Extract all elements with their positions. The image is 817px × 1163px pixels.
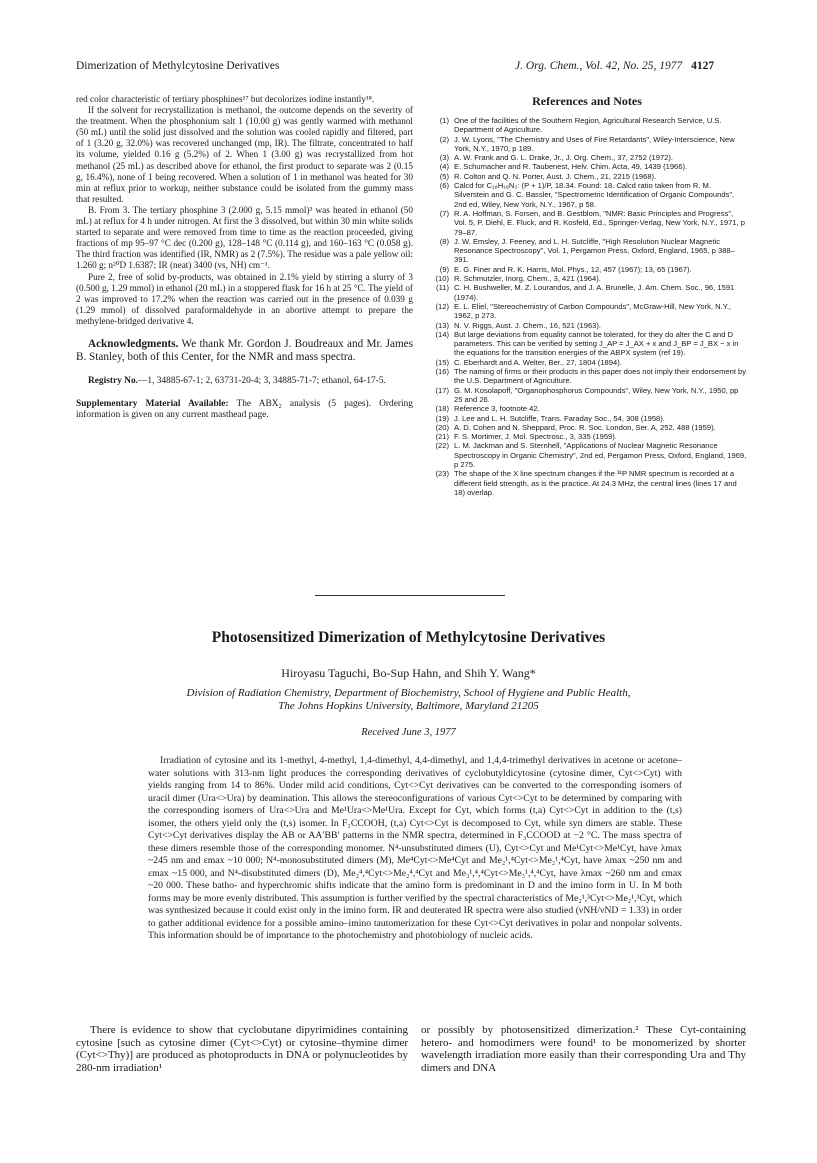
- references-title: References and Notes: [532, 94, 642, 108]
- reference-item: [427, 302, 747, 321]
- reference-text: R. Colton and Q. N. Porter, Aust. J. Chem., 21, 2215 (1968).: [454, 171, 657, 181]
- paragraph: Pure 2, free of solid by-products, was obtained in 2.1% yield by stirring a slurry of 3 (0.500 g, 1.29 mmol) in ethanol (20 mL) in a stoppered flask for 16 h at 25 °C. The yield of 2 was improved to 17.2% when the reaction was carried out in the presence of 0.039 g (1.29 mmol) of dissolved paraformaldehyde in an abortive attempt to prepare the methylene-bridged derivative 4.: [76, 271, 413, 326]
- reference-number: (11): [436, 283, 449, 293]
- ack-text: We thank Mr. Gordon J. Boudreaux and Mr. James B. Stanley, both of this Center, for the NMR and mass spectra.: [76, 337, 413, 364]
- reference-text: Calcd for C₁₈H₁₈N₂: (P + 1)/P, 18.34. Found: 18. Calcd ratio taken from R. M. Silverstein and G. C. Bassler, "Spectrometric Identification of Organic Compounds", 2nd ed, Wiley, New York, N.Y., 1967, p 58.: [454, 181, 735, 209]
- reference-item: [427, 162, 747, 171]
- reference-text: E. G. Finer and R. K. Harris, Mol. Phys., 12, 457 (1967); 13, 65 (1967).: [454, 264, 692, 274]
- reference-item: [427, 283, 747, 302]
- reference-item: [427, 423, 747, 432]
- article-title: Photosensitized Dimerization of Methylcytosine Derivatives: [211, 629, 606, 646]
- reference-item: [427, 116, 747, 135]
- ack-label: Acknowledgments.: [88, 337, 179, 350]
- reference-item: [427, 153, 747, 162]
- reference-number: (5): [439, 171, 449, 181]
- reference-text: E. L. Eliel, "Stereochemistry of Carbon Compounds", McGraw-Hill, New York, N.Y., 1962, p 273.: [454, 301, 732, 321]
- reference-text: J. W. Emsley, J. Feeney, and L. H. Sutcliffe, "High Resolution Nuclear Magnetic Resonance Spectroscopy", Vol. 1, Pergamon Press, Oxford, England, 1965, p 388–391.: [454, 236, 735, 265]
- reference-number: (17): [435, 385, 449, 395]
- reference-item: [427, 414, 747, 423]
- reference-number: (18): [435, 404, 449, 414]
- acknowledgments: [76, 338, 413, 364]
- reference-text: Reference 3, footnote 42.: [454, 404, 540, 414]
- reference-item: [427, 330, 747, 358]
- reference-text: One of the facilities of the Southern Region, Agricultural Research Service, U.S. Department of Agriculture.: [454, 116, 722, 135]
- supp-text: The ABX₂ analysis (5 pages). Ordering information is given on any current masthead page.: [76, 399, 413, 421]
- references-section: [427, 94, 747, 497]
- reference-number: (13): [435, 320, 449, 330]
- reference-number: (3): [439, 153, 449, 163]
- reference-item: [427, 321, 747, 330]
- received-date: Received June 3, 1977: [361, 727, 456, 738]
- reference-text: R. Schmutzler, Inorg. Chem., 3, 421 (1964).: [454, 274, 601, 284]
- left-column: [76, 94, 413, 421]
- reference-text: But large deviations from equality cannot be tolerated, for they do alter the C and D parameters. This can be verified by setting J_AP = J_AX + x and J_BP = J_BX − x in the equations for the transition energies of the ABPX system (ref 19).: [454, 329, 739, 358]
- supplementary-material: [76, 399, 413, 421]
- reference-number: (20): [435, 422, 449, 432]
- reference-number: (16): [435, 367, 449, 377]
- reference-item: [427, 135, 747, 154]
- reference-number: (23): [435, 469, 449, 479]
- page-number: 4127: [691, 60, 715, 72]
- reference-text: The shape of the X line spectrum changes if the ³¹P NMR spectrum is recorded at a different field strength, as is the practice. At 24.3 MHz, the central lines (lines 17 and 18) overlap.: [454, 469, 737, 497]
- reference-number: (4): [439, 162, 449, 172]
- reference-item: [427, 404, 747, 413]
- reference-text: The naming of firms or their products in this paper does not imply their endorsement by the U.S. Department of Agriculture.: [454, 367, 747, 386]
- article-authors: Hiroyasu Taguchi, Bo-Sup Hahn, and Shih Y. Wang*: [281, 666, 536, 680]
- reference-item: [427, 181, 747, 209]
- reference-number: (21): [435, 432, 449, 442]
- reference-number: (6): [439, 181, 449, 191]
- supp-label: Supplementary Material Available:: [76, 399, 229, 410]
- journal-citation: J. Org. Chem., Vol. 42, No. 25, 1977: [515, 60, 683, 72]
- reference-text: F. S. Mortimer, J. Mol. Spectrosc., 3, 335 (1959).: [454, 432, 617, 442]
- registry-numbers: [76, 376, 413, 387]
- reference-number: (22): [435, 441, 449, 451]
- reference-item: [427, 209, 747, 237]
- reference-text: R. A. Hoffman, S. Forsen, and B. Gestblom, "NMR: Basic Principles and Progress", Vol. 5, P. Diehl, E. Fluck, and R. Kosfeld, Ed., Springer-Verlag, New York, N.Y., 1971, p 79–87.: [454, 208, 745, 237]
- affiliation-line: Division of Radiation Chemistry, Department of Biochemistry, School of Hygiene and Public Health,: [186, 687, 631, 699]
- running-header-right: [515, 60, 714, 72]
- reference-item: [427, 432, 747, 441]
- reference-item: [427, 386, 747, 405]
- reference-text: A. D. Cohen and N. Sheppard, Proc. R. Soc. London, Ser. A, 252, 488 (1959).: [454, 422, 716, 432]
- registry-text: —1, 34885-67-1; 2, 63731-20-4; 3, 34885-71-7; ethanol, 64-17-5.: [138, 376, 386, 387]
- reference-item: [427, 274, 747, 283]
- abstract: Irradiation of cytosine and its 1-methyl, 4-methyl, 1,4-dimethyl, 4,4-dimethyl, and 1,4,4-trimethyl derivatives in acetone or acetone–water solutions with 313-nm light produces the corresponding derivatives of cyclobutyldicytosine (cytosine dimer, Cyt<>Cyt) with yields ranging from 14 to 86%. Under mild acid conditions, Cyt<>Cyt derivatives can be converted to the corresponding isomers of uracil dimer (Ura<>Ura) by deamination. This allows the stereoconfigurations of various Cyt<>Cyt to be determined by comparing with the corresponding isomers of Ura<>Ura and Me¹Ura<>Me¹Ura. Except for Cyt, which forms (t,a) Cyt<>Cyt in addition to the (t,s) isomer, the others yield only the (t,s) isomer. In F₃CCOOH, (t,a) Cyt<>Cyt is decomposed to Cyt, while syn dimers are stable. These Cyt<>Cyt derivatives display the AB or AA′BB′ patterns in the NMR spectra, determined in F₃CCOOD at −2 °C. The mass spectra of these dimers resemble those of the corresponding monomer. N⁴-unsubstituted dimers (U), Cyt<>Cyt and Me¹Cyt<>Me¹Cyt, have λmax ~245 nm and εmax ~10 000; N⁴-monosubstituted dimers (M), Me⁴Cyt<>Me⁴Cyt and Me₂¹,⁴Cyt<>Me₂¹,⁴Cyt, have λmax ~250 nm and εmax ~15 000, and N⁴-disubstituted dimers (D), Me₂⁴,⁴Cyt<>Me₂⁴,⁴Cyt and Me₃¹,⁴,⁴Cyt<>Me₃¹,⁴,⁴Cyt, have λmax ~260 nm and εmax ~20 000. These batho- and hyperchromic shifts indicate that the amino form is predominant in D and the imino form in U. In M both forms may be more evenly distributed. This assumption is further verified by the spectral characteristics of Me₂¹,³Cyt<>Me₂¹,³Cyt, which was synthesized because it could exist only in the imino form. IR and deuterated IR spectra were also studied (νNH/νND = 1.33) in order to gather additional evidence for a possible amino–imino tautomerization for these Cyt<>Cyt derivatives in polar and nonpolar solvents. This information should be of importance to the photochemistry and photobiology of nucleic acids.: [148, 755, 682, 941]
- reference-text: J. W. Lyons, "The Chemistry and Uses of Fire Retardants", Wiley-Interscience, New York, N.Y., 1970, p 189.: [454, 134, 735, 153]
- reference-item: [427, 358, 747, 367]
- section-divider: [315, 595, 505, 596]
- registry-label: Registry No.: [88, 376, 138, 387]
- body-text-right: or possibly by photosensitized dimerization.² These Cyt-containing hetero- and homodimers were found¹ to be monomerized by shorter wavelength irradiation more easily than their corresponding Ura and Thy dimers and DNA: [421, 1024, 746, 1074]
- reference-text: C. H. Bushweller, M. Z. Lourandos, and J. A. Brunelle, J. Am. Chem. Soc., 96, 1591 (1974).: [454, 283, 735, 302]
- paragraph: If the solvent for recrystallization is methanol, the outcome depends on the severity of the treatment. When the phosphonium salt 1 (10.00 g) was gently warmed with methanol (50 mL) until the solid just dissolved and the solution was cooled rapidly and filtered, part of 1 (3.20 g, 32.0%) was recovered unchanged (mp, IR). The filtrate, concentrated to half its volume, yielded 0.16 g (5.2%) of 2. When 1 (3.00 g) was recrystallized from hot methanol (25 mL) as described above for ethanol, the first product to separate was 2 (0.15 g, 16.4%), none of 1 being recovered. When a solution of 1 in methanol was heated for 30 min at reflux prior to workup, neither substance could be isolated from the gummy mass that resulted.: [76, 105, 413, 204]
- reference-number: (15): [435, 357, 449, 367]
- reference-text: J. Lee and L. H. Sutcliffe, Trans. Faraday Soc., 54, 308 (1958).: [454, 413, 665, 423]
- reference-number: (9): [439, 264, 449, 274]
- reference-number: (1): [439, 116, 449, 125]
- reference-text: E. Schumacher and R. Taubenest, Helv. Chim. Acta, 49, 1439 (1966).: [454, 162, 688, 172]
- reference-item: [427, 367, 747, 386]
- paragraph: red color characteristic of tertiary phosphines¹⁷ but decolorizes iodine instantly¹⁸.: [76, 94, 375, 104]
- reference-list: [427, 116, 747, 497]
- reference-number: (19): [435, 413, 449, 423]
- reference-number: (14): [435, 329, 449, 339]
- reference-item: [427, 172, 747, 181]
- reference-number: (2): [439, 134, 449, 144]
- reference-number: (7): [439, 208, 449, 218]
- affiliation-line: The Johns Hopkins University, Baltimore, Maryland 21205: [278, 700, 539, 712]
- reference-number: (10): [435, 274, 449, 284]
- reference-text: G. M. Kosolapoff, "Organophosphorus Compounds", Wiley, New York, N.Y., 1950, pp 25 and 26.: [454, 385, 739, 404]
- reference-text: L. M. Jackman and S. Sternhell, "Applications of Nuclear Magnetic Resonance Spectroscopy in Organic Chemistry", 2nd ed, Pergamon Press, Oxford, England, 1969, p 275.: [454, 441, 747, 469]
- reference-number: (8): [439, 236, 449, 246]
- affiliation: [0, 687, 817, 713]
- body-text-left: There is evidence to show that cyclobutane dipyrimidines containing cytosine [such as cytosine dimer (Cyt<>Cyt) or cytosine–thymine dimer (Cyt<>Thy)] are produced as photoproducts in DNA or polynucleotides by 280-nm irradiation¹: [76, 1024, 408, 1074]
- paragraph: B. From 3. The tertiary phosphine 3 (2.000 g, 5.15 mmol)³ was heated in ethanol (50 mL) at reflux for 4 h under nitrogen. At first the 3 dissolved, but within 30 min white solids started to separate and were removed from time to time as the reaction proceeded, giving fractions of mp 95–97 °C dec (0.200 g), 128–148 °C (0.114 g), and 160–163 °C (0.058 g). The third fraction was identified (IR, NMR) as 2 (7.5%). The residue was a pale yellow oil: 1.260 g; n²⁰D 1.6387; IR (neat) 3400 (vs, NH) cm⁻¹.: [76, 204, 413, 271]
- reference-item: [427, 441, 747, 469]
- reference-number: (12): [435, 301, 449, 311]
- reference-item: [427, 469, 747, 497]
- reference-item: [427, 265, 747, 274]
- reference-text: A. W. Frank and G. L. Drake, Jr., J. Org. Chem., 37, 2752 (1972).: [454, 153, 674, 163]
- reference-item: [427, 237, 747, 265]
- reference-text: N. V. Riggs, Aust. J. Chem., 16, 521 (1963).: [454, 320, 602, 330]
- reference-text: C. Eberhardt and A. Welter, Ber., 27, 1804 (1894).: [454, 357, 622, 367]
- running-header-left: Dimerization of Methylcytosine Derivatives: [76, 60, 280, 72]
